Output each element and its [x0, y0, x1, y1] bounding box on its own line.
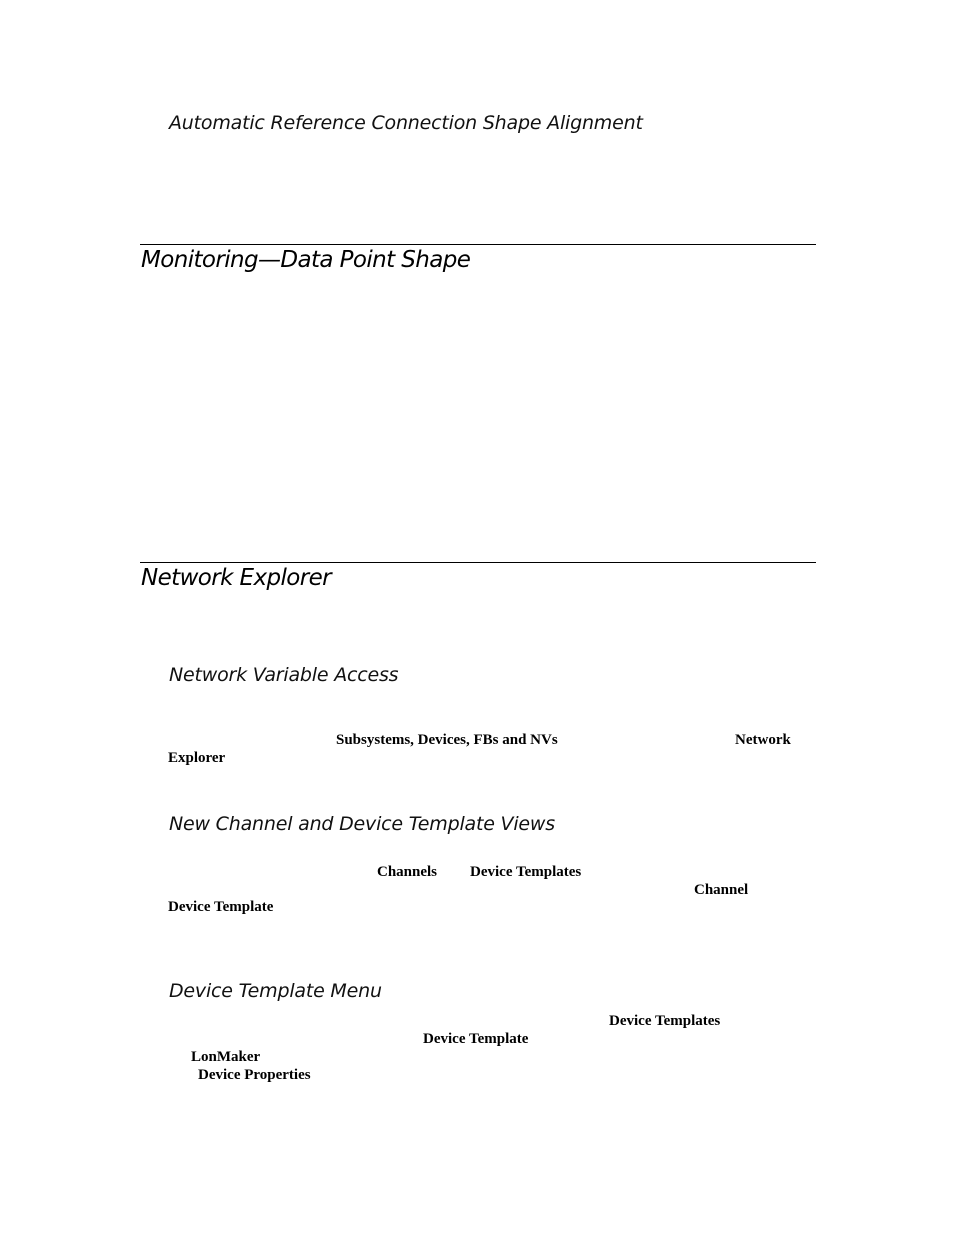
subheading-new-views: New Channel and Device Template Views [169, 813, 555, 835]
section-heading-network-explorer: Network Explorer [141, 565, 332, 591]
term-device-properties: Device Properties [198, 1067, 311, 1083]
term-network: Network [735, 732, 791, 748]
term-device-template: Device Template [423, 1031, 529, 1047]
term-explorer: Explorer [168, 750, 226, 766]
subheading-nv-access: Network Variable Access [169, 664, 399, 686]
term-channels: Channels [377, 864, 438, 880]
section-rule-monitoring [140, 244, 816, 245]
term-device-templates: Device Templates [609, 1013, 721, 1029]
term-lonmaker: LonMaker [191, 1049, 261, 1065]
subheading-device-template-menu: Device Template Menu [169, 980, 382, 1002]
subheading-auto-ref-alignment: Automatic Reference Connection Shape Alignment [169, 112, 643, 134]
term-device-templates: Device Templates [470, 864, 582, 880]
term-device-template: Device Template [168, 899, 274, 915]
section-rule-network-explorer [140, 562, 816, 563]
section-heading-monitoring: Monitoring—Data Point Shape [141, 247, 471, 273]
term-subsystems-devices-fbs-nvs: Subsystems, Devices, FBs and NVs [336, 732, 558, 748]
term-channel: Channel [694, 882, 749, 898]
